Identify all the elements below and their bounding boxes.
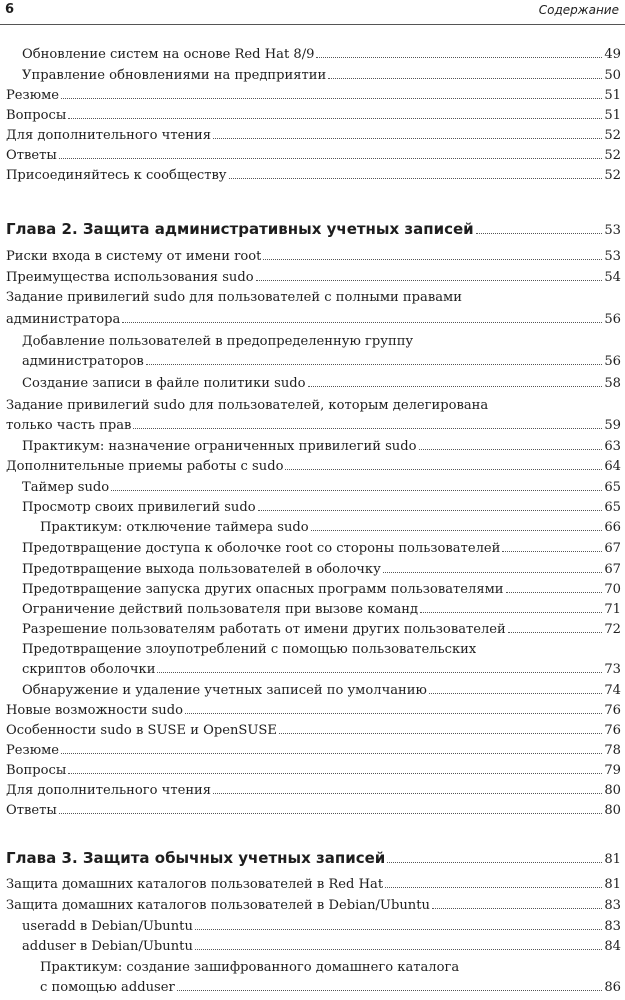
dot-leader bbox=[387, 850, 602, 863]
dot-leader bbox=[385, 875, 602, 888]
toc-entry-title: Обнаружение и удаление учетных записей по умолчанию bbox=[22, 683, 427, 698]
toc-entry bbox=[0, 600, 621, 620]
toc-entry bbox=[0, 374, 621, 394]
toc-entry-title: Практикум: отключение таймера sudo bbox=[40, 520, 309, 535]
toc-entry-title: Глава 2. Защита административных учетных записей bbox=[6, 220, 474, 238]
toc-page-number: 52 bbox=[604, 148, 621, 163]
dot-leader bbox=[59, 146, 603, 159]
dot-leader bbox=[68, 106, 602, 119]
dot-leader bbox=[429, 681, 602, 694]
running-header bbox=[0, 0, 625, 25]
dot-leader bbox=[177, 978, 603, 991]
toc-page-number: 56 bbox=[604, 354, 621, 369]
toc-entry bbox=[0, 978, 621, 998]
toc-entry bbox=[0, 86, 621, 106]
toc-entry bbox=[0, 518, 621, 538]
toc-entry bbox=[0, 660, 621, 680]
toc-page-number: 53 bbox=[604, 249, 621, 264]
dot-leader bbox=[328, 66, 602, 79]
toc-page-number: 59 bbox=[604, 418, 621, 433]
toc-entry bbox=[0, 310, 621, 330]
toc-page-number: 66 bbox=[604, 520, 621, 535]
toc-page-number: 52 bbox=[604, 128, 621, 143]
toc-entry bbox=[0, 801, 621, 821]
dot-leader bbox=[229, 166, 603, 179]
toc-page-number: 64 bbox=[604, 459, 621, 474]
toc-page-number: 81 bbox=[604, 877, 621, 892]
toc-entry bbox=[0, 560, 621, 580]
dot-leader bbox=[311, 518, 603, 531]
toc-chapter-heading bbox=[0, 846, 621, 870]
toc-entry-title: Дополнительные приемы работы с sudo bbox=[6, 459, 284, 474]
toc-entry bbox=[0, 741, 621, 761]
toc-page-number: 86 bbox=[604, 980, 621, 995]
dot-leader bbox=[420, 600, 602, 613]
toc-entry bbox=[0, 457, 621, 477]
toc-entry bbox=[0, 917, 621, 937]
toc-entry-title: Особенности sudo в SUSE и OpenSUSE bbox=[6, 723, 277, 738]
dot-leader bbox=[508, 620, 603, 633]
toc-entry bbox=[0, 580, 621, 600]
toc-entry bbox=[0, 268, 621, 288]
toc-entry-title: Просмотр своих привилегий sudo bbox=[22, 500, 256, 515]
toc-entry-title: Управление обновлениями на предприятии bbox=[22, 68, 327, 83]
dot-leader bbox=[195, 917, 602, 930]
dot-leader bbox=[256, 268, 603, 281]
toc-entry-title: adduser в Debian/Ubuntu bbox=[22, 939, 193, 954]
toc-page-number: 67 bbox=[604, 541, 621, 556]
toc-entry-title: с помощью adduser bbox=[40, 980, 175, 995]
toc-entry bbox=[0, 781, 621, 801]
toc-entry-title: Задание привилегий sudo для пользователей с полными правами bbox=[6, 290, 462, 305]
toc-entry-title: Создание записи в файле политики sudo bbox=[22, 376, 306, 391]
dot-leader bbox=[68, 761, 602, 774]
toc-entry bbox=[0, 640, 621, 660]
toc-page-number: 67 bbox=[604, 562, 621, 577]
dot-leader bbox=[61, 86, 602, 99]
dot-leader bbox=[122, 310, 602, 323]
toc-page-number: 74 bbox=[604, 683, 621, 698]
dot-leader bbox=[308, 374, 603, 387]
toc-page-number: 58 bbox=[604, 376, 621, 391]
toc-entry bbox=[0, 539, 621, 559]
toc-page-number: 56 bbox=[604, 312, 621, 327]
toc-entry-title: Разрешение пользователям работать от имени других пользователей bbox=[22, 622, 506, 637]
toc-entry bbox=[0, 761, 621, 781]
toc-page-number: 80 bbox=[604, 803, 621, 818]
toc-entry bbox=[0, 332, 621, 352]
toc-entry bbox=[0, 620, 621, 640]
toc-entry-title: Присоединяйтесь к сообществу bbox=[6, 168, 227, 183]
toc-entry bbox=[0, 498, 621, 518]
toc-entry bbox=[0, 45, 621, 65]
toc-page-number: 83 bbox=[604, 919, 621, 934]
toc-entry bbox=[0, 958, 621, 978]
dot-leader bbox=[133, 416, 602, 429]
toc-page-number: 65 bbox=[604, 480, 621, 495]
dot-leader bbox=[111, 478, 602, 491]
toc-entry bbox=[0, 247, 621, 267]
toc-page-number: 52 bbox=[604, 168, 621, 183]
toc-page-number: 63 bbox=[604, 439, 621, 454]
toc-entry-title: Предотвращение запуска других опасных программ пользователями bbox=[22, 582, 504, 597]
toc-entry-title: Практикум: назначение ограниченных привилегий sudo bbox=[22, 439, 417, 454]
toc-entry bbox=[0, 352, 621, 372]
toc-page-number: 79 bbox=[604, 763, 621, 778]
toc-entry-title: Для дополнительного чтения bbox=[6, 783, 212, 798]
toc-page-number: 65 bbox=[604, 500, 621, 515]
toc-entry-title: useradd в Debian/Ubuntu bbox=[22, 919, 193, 934]
dot-leader bbox=[432, 896, 602, 909]
section-title: Содержание bbox=[538, 3, 619, 17]
toc-entry-title: Предотвращение выхода пользователей в оболочку bbox=[22, 562, 381, 577]
dot-leader bbox=[146, 352, 603, 365]
toc-page-number: 71 bbox=[604, 602, 621, 617]
toc-entry-title: администратора bbox=[6, 312, 121, 327]
toc-entry-title: только часть прав bbox=[6, 418, 132, 433]
dot-leader bbox=[185, 701, 602, 714]
toc-entry-title: Ограничение действий пользователя при вызове команд bbox=[22, 602, 419, 617]
toc-entry-title: Ответы bbox=[6, 803, 57, 818]
toc-entry-title: администраторов bbox=[22, 354, 144, 369]
toc-entry-title: Предотвращение доступа к оболочке root со стороны пользователей bbox=[22, 541, 501, 556]
toc-entry bbox=[0, 106, 621, 126]
toc-entry bbox=[0, 721, 621, 741]
toc-page-number: 78 bbox=[604, 743, 621, 758]
toc-entry-title: скриптов оболочки bbox=[22, 662, 156, 677]
toc-entry-title: Практикум: создание зашифрованного домашнего каталога bbox=[40, 960, 460, 975]
dot-leader bbox=[316, 45, 602, 58]
dot-leader bbox=[213, 781, 602, 794]
dot-leader bbox=[258, 498, 603, 511]
toc-entry-title: Защита домашних каталогов пользователей в Red Hat bbox=[6, 877, 384, 892]
toc-entry-title: Ответы bbox=[6, 148, 57, 163]
toc-entry bbox=[0, 66, 621, 86]
toc-page-number: 50 bbox=[604, 68, 621, 83]
toc-entry bbox=[0, 937, 621, 957]
toc-entry-title: Задание привилегий sudo для пользователей, которым делегирована bbox=[6, 398, 489, 413]
toc-entry-title: Новые возможности sudo bbox=[6, 703, 184, 718]
dot-leader bbox=[195, 937, 602, 950]
toc-entry-title: Преимущества использования sudo bbox=[6, 270, 254, 285]
dot-leader bbox=[476, 221, 603, 234]
toc-entry bbox=[0, 288, 621, 308]
toc-entry bbox=[0, 681, 621, 701]
dot-leader bbox=[506, 580, 603, 593]
dot-leader bbox=[61, 741, 602, 754]
dot-leader bbox=[59, 801, 603, 814]
toc-entry bbox=[0, 416, 621, 436]
page-number: 6 bbox=[5, 2, 15, 17]
toc-page-number: 51 bbox=[604, 108, 621, 123]
toc-entry bbox=[0, 701, 621, 721]
toc-page-number: 54 bbox=[604, 270, 621, 285]
dot-leader bbox=[285, 457, 602, 470]
dot-leader bbox=[213, 126, 602, 139]
dot-leader bbox=[383, 560, 603, 573]
dot-leader bbox=[279, 721, 602, 734]
toc-entry-title: Добавление пользователей в предопределенную группу bbox=[22, 334, 414, 349]
toc-page-number: 84 bbox=[604, 939, 621, 954]
toc-entry-title: Риски входа в систему от имени root bbox=[6, 249, 262, 264]
dot-leader bbox=[263, 247, 602, 260]
toc-entry bbox=[0, 126, 621, 146]
toc-entry-title: Таймер sudo bbox=[22, 480, 110, 495]
toc-page-number: 81 bbox=[604, 852, 621, 867]
toc-entry-title: Вопросы bbox=[6, 763, 67, 778]
toc-page-number: 53 bbox=[604, 223, 621, 238]
toc-entry-title: Обновление систем на основе Red Hat 8/9 bbox=[22, 47, 315, 62]
toc-entry-title: Защита домашних каталогов пользователей в Debian/Ubuntu bbox=[6, 898, 430, 913]
toc-entry bbox=[0, 875, 621, 895]
toc-entry-title: Резюме bbox=[6, 88, 60, 103]
toc-entry bbox=[0, 396, 621, 416]
toc-entry bbox=[0, 437, 621, 457]
toc-page-number: 49 bbox=[604, 47, 621, 62]
toc-chapter-heading bbox=[0, 217, 621, 241]
toc-entry-title: Резюме bbox=[6, 743, 60, 758]
dot-leader bbox=[419, 437, 603, 450]
toc-page-number: 70 bbox=[604, 582, 621, 597]
toc-page-number: 51 bbox=[604, 88, 621, 103]
dot-leader bbox=[157, 660, 602, 673]
toc-entry bbox=[0, 146, 621, 166]
toc-page-number: 80 bbox=[604, 783, 621, 798]
toc-entry-title: Вопросы bbox=[6, 108, 67, 123]
toc-entry bbox=[0, 896, 621, 916]
toc-page-number: 76 bbox=[604, 723, 621, 738]
toc-entry-title: Глава 3. Защита обычных учетных записей bbox=[6, 849, 386, 867]
toc-entry-title: Для дополнительного чтения bbox=[6, 128, 212, 143]
toc-entry bbox=[0, 478, 621, 498]
dot-leader bbox=[502, 539, 602, 552]
toc-entry-title: Предотвращение злоупотреблений с помощью пользовательских bbox=[22, 642, 477, 657]
toc-page-number: 73 bbox=[604, 662, 621, 677]
toc-entry bbox=[0, 166, 621, 186]
toc-page-number: 76 bbox=[604, 703, 621, 718]
toc-page-number: 72 bbox=[604, 622, 621, 637]
toc-page-number: 83 bbox=[604, 898, 621, 913]
